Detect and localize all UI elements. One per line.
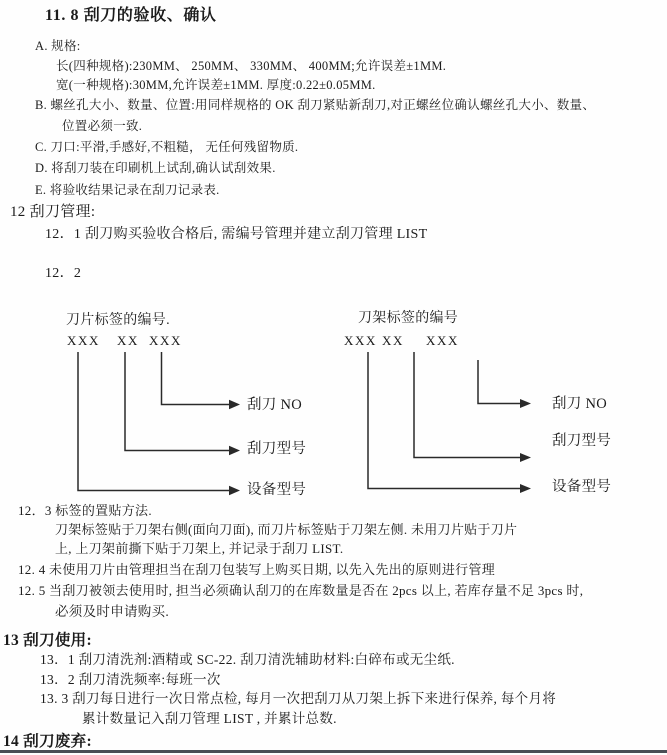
spec-item-a: A. 规格: [35, 39, 81, 53]
blade-arrow-label-equipment-model: 设备型号 [247, 482, 307, 498]
holder-arrow-label-scraper-no: 刮刀 NO [552, 396, 608, 412]
item-13-2: 13．2 刮刀清洗频率:每班一次 [40, 672, 221, 687]
blade-arrow-label-scraper-no: 刮刀 NO [247, 397, 303, 413]
blade-label-diagram-title: 刀片标签的编号. [66, 313, 170, 328]
trial-scrape-item-d: D. 将刮刀装在印刷机上试刮,确认试刮效果. [35, 161, 276, 175]
blade-code-equipment-part: XXX [67, 333, 100, 348]
section-13-heading: 13 刮刀使用: [3, 632, 92, 649]
item-12-1: 12．1 刮刀购买验收合格后, 需编号管理并建立刮刀管理 LIST [45, 227, 428, 242]
record-result-item-e: E. 将验收结果记录在刮刀记录表. [35, 183, 220, 197]
item-13-1: 13．1 刮刀清洗剂:酒精或 SC-22. 刮刀清洗辅助材料:白碎布或无尘纸. [40, 652, 455, 667]
item-12-4: 12. 4 未使用刀片由管理担当在刮刀包装写上购买日期, 以先入先出的原则进行管理 [18, 562, 496, 577]
page-bottom-border [0, 750, 667, 753]
holder-arrow-label-scraper-model: 刮刀型号 [552, 433, 612, 449]
screw-hole-item-b: B. 螺丝孔大小、数量、位置:用同样规格的 OK 刮刀紧贴新刮刀,对正螺丝位确认螺丝孔大小、数量、 [35, 98, 596, 112]
item-12-3-continuation1: 刀架标签贴于刀架右侧(面向刀面), 而刀片标签贴于刀架左侧. 未用刀片贴于刀片 [55, 522, 518, 537]
item-12-3: 12．3 标签的置贴方法. [18, 503, 152, 518]
page-title: 11. 8 刮刀的验收、确认 [45, 7, 217, 24]
holder-code-model-part: XX [382, 333, 404, 348]
holder-label-diagram-title: 刀架标签的编号 [358, 311, 459, 326]
blade-edge-item-c: C. 刀口:平滑,手感好,不粗糙， 无任何残留物质. [35, 140, 299, 154]
item-13-3: 13. 3 刮刀每日进行一次日常点检, 每月一次把刮刀从刀架上拆下来进行保养, 每个月将 [40, 691, 557, 706]
item-12-3-continuation2: 上, 上刀架前撕下贴于刀架上, 并记录于刮刀 LIST. [55, 541, 344, 556]
item-12-5-continuation: 必须及时申请购买. [55, 604, 170, 619]
holder-arrow-label-equipment-model: 设备型号 [552, 479, 612, 495]
item-12-2: 12．2 [45, 266, 82, 281]
blade-arrow-label-scraper-model: 刮刀型号 [247, 441, 307, 457]
item-b-continuation: 位置必须一致. [62, 119, 143, 133]
holder-code-equipment-part: XXX [344, 333, 377, 348]
blade-code-no-part: XXX [149, 333, 182, 348]
holder-code-no-part: XXX [426, 333, 459, 348]
item-13-3-continuation: 累计数量记入刮刀管理 LIST , 并累计总数. [82, 711, 337, 726]
item-12-5: 12. 5 当刮刀被领去使用时, 担当必须确认刮刀的在库数量是否在 2pcs 以上, 若库存量不足 3pcs 时, [18, 583, 584, 598]
blade-code-model-part: XX [117, 333, 139, 348]
section-14-heading: 14 刮刀废弃: [3, 733, 92, 750]
spec-length-line: 长(四种规格):230MM、 250MM、 330MM、 400MM;允许误差±1MM. [56, 59, 447, 73]
section-12-heading: 12 刮刀管理: [10, 204, 96, 220]
spec-width-line: 宽(一种规格):30MM,允许误差±1MM. 厚度:0.22±0.05MM. [56, 78, 376, 92]
